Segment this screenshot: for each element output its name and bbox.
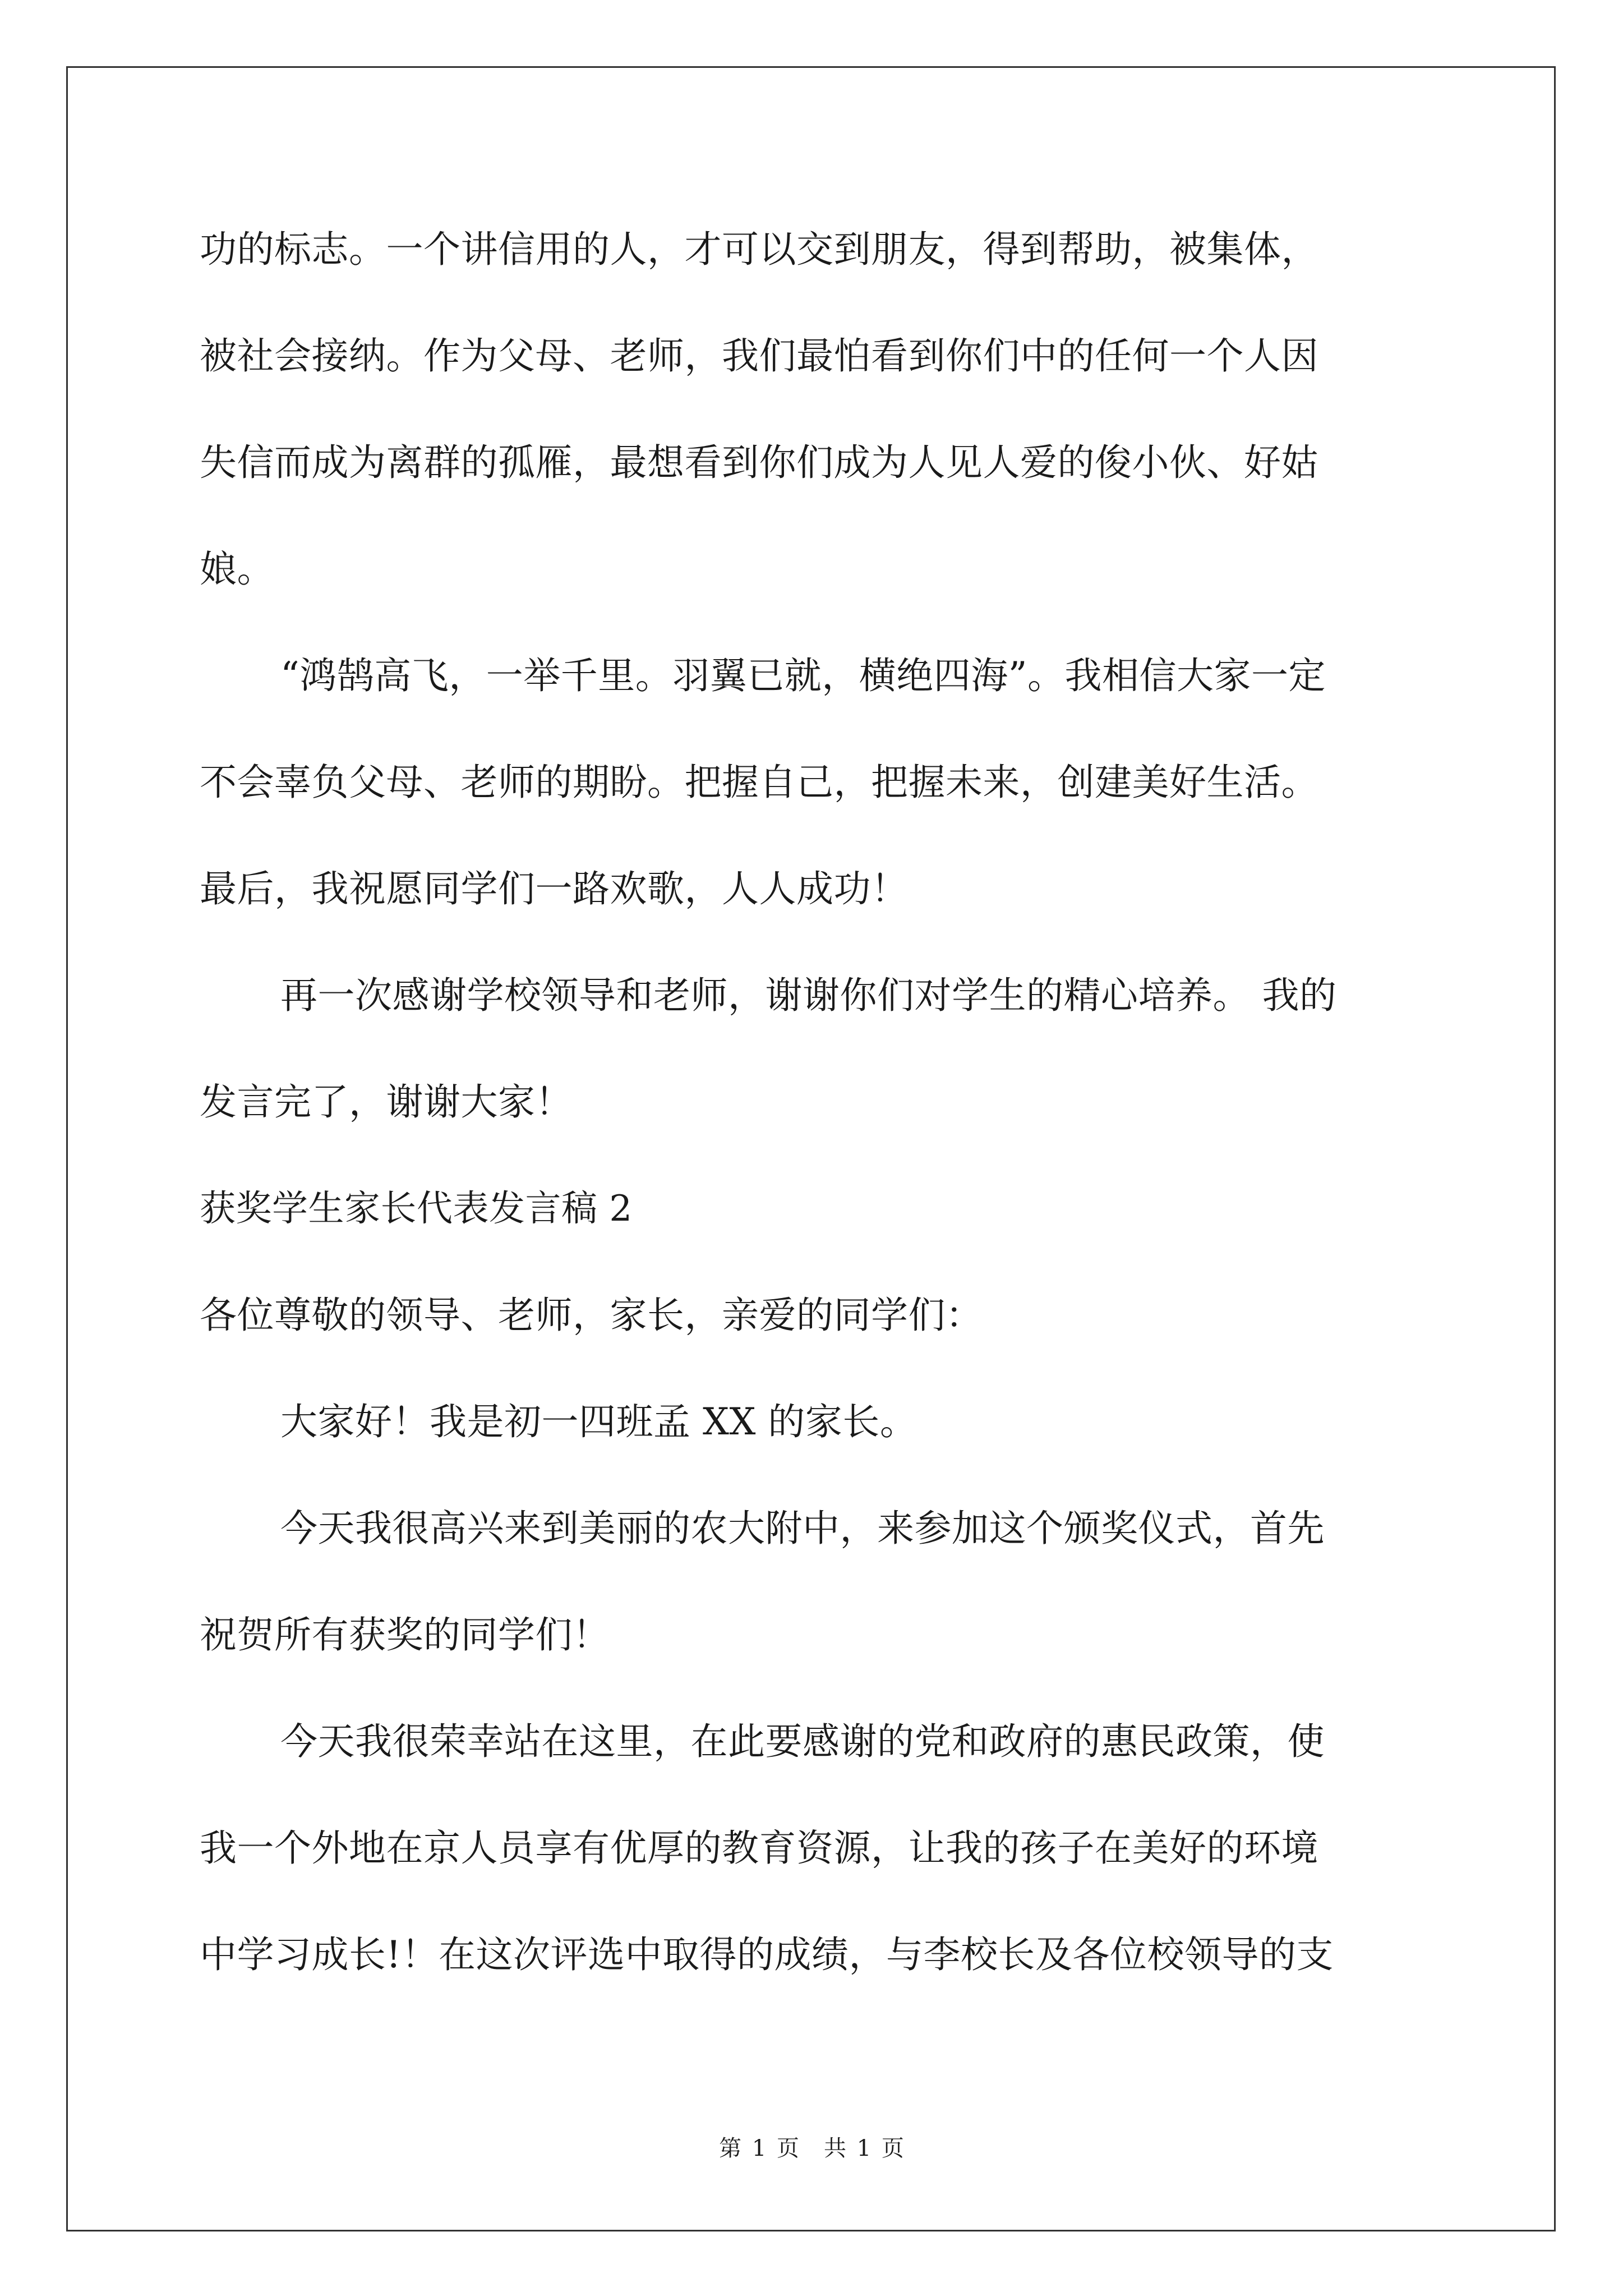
body-line: 中学习成长!！在这次评选中取得的成绩，与李校长及各位校领导的支: [200, 1933, 1334, 1976]
body-line: 不会辜负父母、老师的期盼。把握自己，把握未来，创建美好生活。: [200, 761, 1318, 804]
body-line: “鸿鹄高飞，一举千里。羽翼已就，横绝四海”。我相信大家一定: [280, 654, 1326, 697]
page-border: [66, 66, 1556, 2231]
body-line: 再一次感谢学校领导和老师，谢谢你们对学生的精心培养。 我的: [280, 974, 1337, 1017]
body-line: 大家好！我是初一四班孟 XX 的家长。: [280, 1400, 917, 1443]
body-line: 祝贺所有获奖的同学们！: [200, 1613, 610, 1657]
body-line: 最后，我祝愿同学们一路欢歌，人人成功！: [200, 867, 909, 910]
salutation-line: 各位尊敬的领导、老师，家长，亲爱的同学们：: [200, 1294, 983, 1337]
page-total: 共 1 页: [824, 2136, 904, 2161]
body-line: 被社会接纳。作为父母、老师，我们最怕看到你们中的任何一个人因: [200, 334, 1318, 378]
section-heading: 获奖学生家长代表发言稿 2: [200, 1188, 633, 1230]
body-line: 失信而成为离群的孤雁，最想看到你们成为人见人爱的俊小伙、好姑: [200, 441, 1318, 484]
body-line: 今天我很荣幸站在这里，在此要感谢的党和政府的惠民政策，使: [280, 1720, 1325, 1763]
page-footer: [0, 2132, 1623, 2165]
body-line: 发言完了，谢谢大家！: [200, 1080, 573, 1124]
body-line: 功的标志。一个讲信用的人，才可以交到朋友，得到帮助，被集体，: [200, 228, 1318, 271]
body-line: 我一个外地在京人员享有优厚的教育资源，让我的孩子在美好的环境: [200, 1826, 1318, 1870]
body-line: 今天我很高兴来到美丽的农大附中，来参加这个颁奖仪式，首先: [280, 1507, 1325, 1550]
body-line: 娘。: [200, 547, 274, 591]
page-number: 第 1 页: [719, 2136, 799, 2161]
